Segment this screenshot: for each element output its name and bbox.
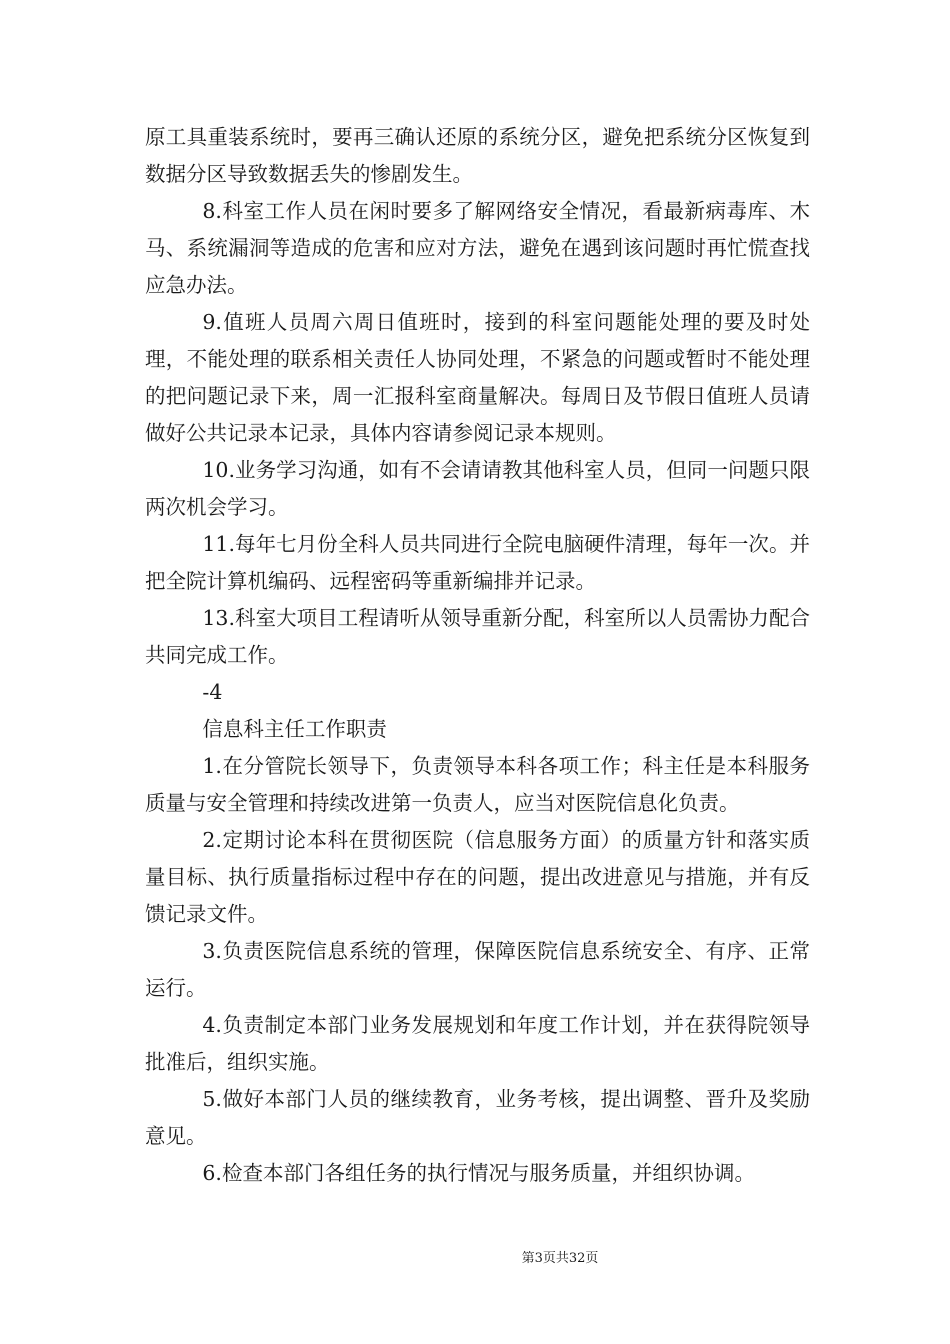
paragraph: 10.业务学习沟通，如有不会请请教其他科室人员，但同一问题只限两次机会学习。 — [145, 458, 810, 519]
paragraph: 原工具重装系统时，要再三确认还原的系统分区，避免把系统分区恢复到数据分区导致数据丢失的惨剧发生。 — [145, 125, 810, 186]
paragraph: 1.在分管院长领导下，负责领导本科各项工作；科主任是本科服务质量与安全管理和持续改进第一负责人，应当对医院信息化负责。 — [145, 754, 810, 815]
paragraph: 9.值班人员周六周日值班时，接到的科室问题能处理的要及时处理，不能处理的联系相关责任人协同处理，不紧急的问题或暂时不能处理的把问题记录下来，周一汇报科室商量解决。每周日及节假日值班人员请做好公共记录本记录，具体内容请参阅记录本规则。 — [145, 310, 810, 445]
document-body — [145, 119, 810, 1192]
paragraph: 2.定期讨论本科在贯彻医院（信息服务方面）的质量方针和落实质量目标、执行质量指标过程中存在的问题，提出改进意见与措施，并有反馈记录文件。 — [145, 828, 810, 926]
paragraph: 5.做好本部门人员的继续教育，业务考核，提出调整、晋升及奖励意见。 — [145, 1087, 810, 1148]
paragraph: 13.科室大项目工程请听从领导重新分配，科室所以人员需协力配合共同完成工作。 — [145, 606, 810, 667]
paragraph: 6.检查本部门各组任务的执行情况与服务质量，并组织协调。 — [202, 1161, 755, 1185]
paragraph: 4.负责制定本部门业务发展规划和年度工作计划，并在获得院领导批准后，组织实施。 — [145, 1013, 810, 1074]
paragraph: 3.负责医院信息系统的管理，保障医院信息系统安全、有序、正常运行。 — [145, 939, 810, 1000]
page-number-footer: 第3页共32页 — [521, 1251, 599, 1266]
paragraph: 11.每年七月份全科人员共同进行全院电脑硬件清理，每年一次。并把全院计算机编码、远程密码等重新编排并记录。 — [145, 532, 810, 593]
section-heading: 信息科主任工作职责 — [202, 717, 387, 741]
page-marker: -4 — [202, 680, 223, 704]
paragraph: 8.科室工作人员在闲时要多了解网络安全情况，看最新病毒库、木马、系统漏洞等造成的危害和应对方法，避免在遇到该问题时再忙慌查找应急办法。 — [145, 199, 810, 297]
